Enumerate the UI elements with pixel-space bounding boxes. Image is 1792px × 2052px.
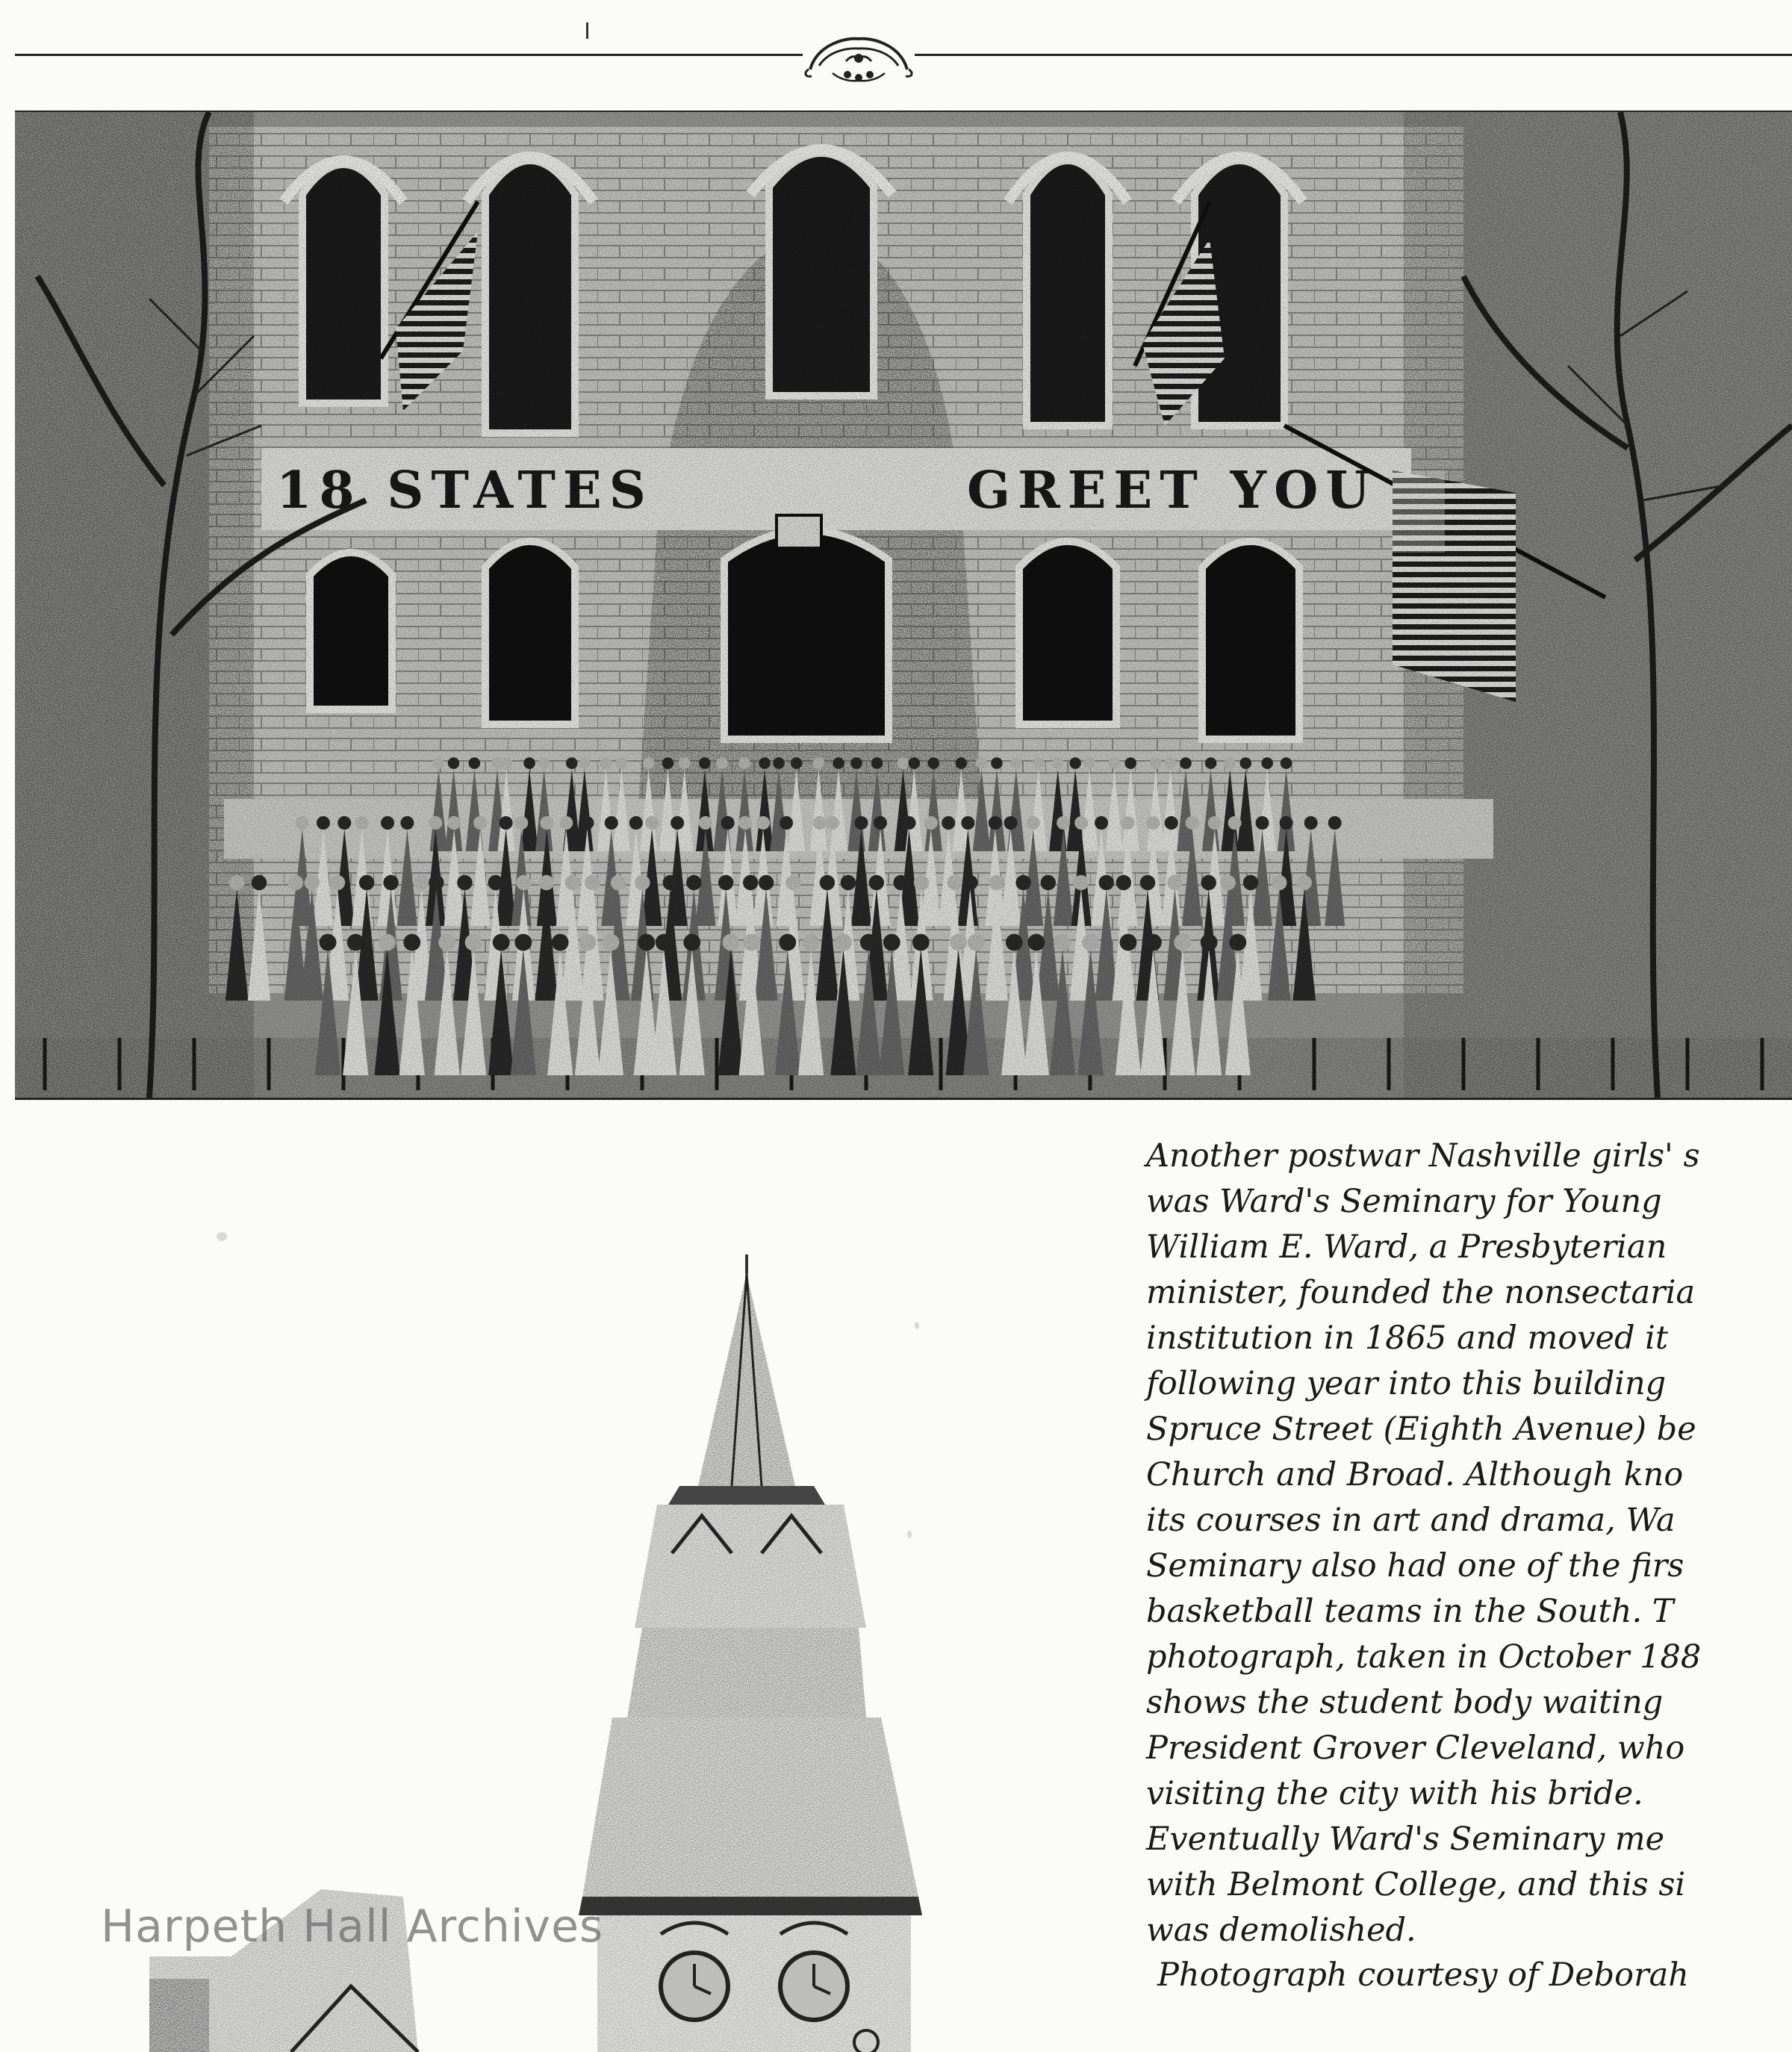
scan-speck <box>217 1232 227 1241</box>
archive-watermark: Harpeth Hall Archives <box>101 1900 604 1953</box>
spire <box>698 1273 795 1486</box>
caption-line-16: Eventually Ward's Seminary me <box>1146 1821 1665 1858</box>
caption-line-7: Spruce Street (Eighth Avenue) be <box>1146 1411 1696 1448</box>
caption-line-8: Church and Broad. Although kno <box>1146 1456 1684 1493</box>
scan-speck <box>915 1322 919 1329</box>
seminary-photograph-drawing <box>15 112 1792 1098</box>
photo-credit: Photograph courtesy of Deborah <box>1157 1956 1689 1994</box>
belfry-roof <box>635 1505 866 1628</box>
fleuron-ornament <box>803 28 915 96</box>
caption-line-12: photograph, taken in October 188 <box>1146 1638 1702 1676</box>
caption-line-1: Another postwar Nashville girls' s <box>1146 1137 1700 1175</box>
tower-mansard <box>582 1717 918 1897</box>
caption-line-5: institution in 1865 and moved it <box>1146 1319 1669 1357</box>
caption-line-4: minister, founded the nonsectaria <box>1146 1274 1696 1311</box>
caption-line-17: with Belmont College, and this si <box>1146 1866 1686 1903</box>
caption-line-10: Seminary also had one of the firs <box>1146 1547 1684 1585</box>
caption-line-11: basketball teams in the South. T <box>1146 1593 1674 1630</box>
caption-line-3: William E. Ward, a Presbyterian <box>1146 1228 1667 1266</box>
photo-caption <box>1146 1134 1792 1953</box>
seminary-photograph <box>15 112 1792 1098</box>
caption-line-13: shows the student body waiting <box>1146 1684 1664 1721</box>
photo-bottom-rule <box>15 1098 1792 1100</box>
stray-mark <box>586 22 588 39</box>
caption-line-9: its courses in art and drama, Wa <box>1146 1502 1676 1539</box>
caption-line-15: visiting the city with his bride. <box>1146 1775 1643 1812</box>
caption-line-14: President Grover Cleveland, who <box>1146 1729 1685 1767</box>
caption-line-6: following year into this building <box>1146 1365 1667 1402</box>
caption-line-18: was demolished. <box>1146 1912 1416 1949</box>
scan-speck <box>907 1531 912 1538</box>
caption-line-2: was Ward's Seminary for Young <box>1146 1183 1662 1220</box>
